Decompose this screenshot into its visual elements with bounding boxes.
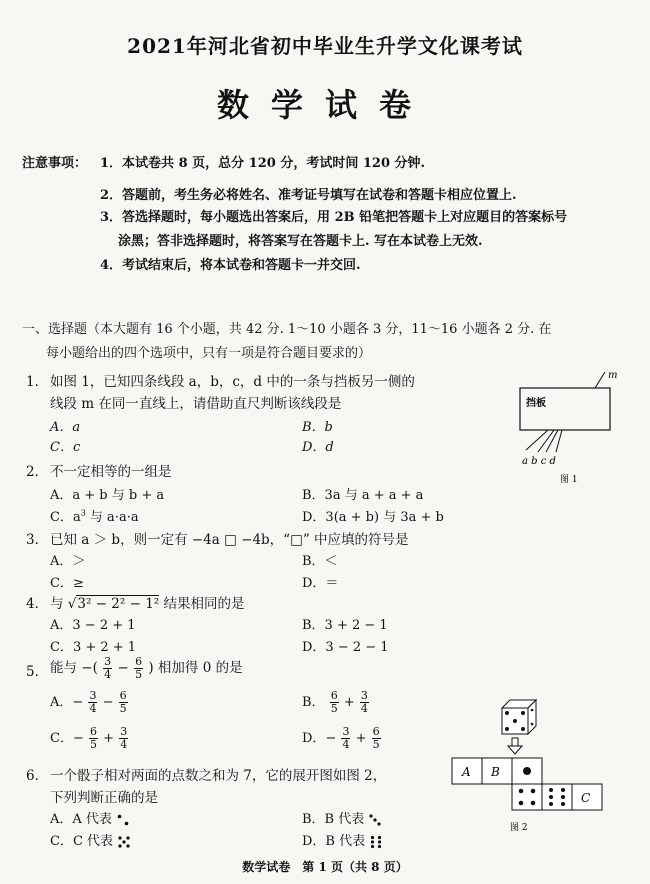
q4-option-c: C．3 + 2 + 1 (50, 640, 137, 655)
die-3d-icon (502, 700, 536, 734)
net-label-c: C (581, 791, 591, 805)
question-6-stem: 一个骰子相对两面的点数之和为 7，它的展开图如图 2， (50, 768, 387, 784)
num: 6 (330, 689, 338, 702)
q5-a-op: − (102, 695, 114, 710)
segment-a (526, 430, 548, 450)
q5-c-op: + (103, 731, 115, 746)
q2-option-a: A．a + b 与 b + a (50, 488, 165, 503)
net-face-four (512, 784, 542, 810)
net-label-b: B (491, 765, 500, 779)
q5-b-frac-1 (330, 690, 339, 715)
die-face-three-icon (368, 813, 382, 827)
q4-stem-pre: 与 (50, 596, 64, 612)
q2-option-c (50, 506, 139, 525)
section-instructions: 每小题给出的四个选项中，只有一项是符合题目要求的） (46, 346, 372, 361)
q5-minus: − (117, 660, 129, 676)
note-item-2: 2．答题前，考生务必将姓名、准考证号填写在试卷和答题卡相应位置上. (100, 188, 517, 203)
den: 4 (342, 738, 350, 751)
q4-option-b: B．3 + 2 − 1 (302, 618, 388, 633)
q4-option-a: A．3 − 2 + 1 (50, 618, 136, 633)
figure-1 (500, 368, 630, 488)
pip (523, 767, 531, 775)
segment-d (556, 430, 562, 452)
question-3-number: 3． (26, 532, 49, 548)
sqrt-symbol: √ (67, 596, 77, 612)
q2-option-b: B．3a 与 a + a + a (302, 488, 424, 503)
page-footer: 数学试卷 第 1 页（共 8 页） (242, 860, 408, 874)
den: 5 (372, 738, 380, 751)
q4-radicand: 3² − 2² − 1² (77, 596, 160, 612)
net-label-a: A (462, 765, 471, 779)
question-3-stem: 已知 a ＞ b，则一定有 −4a □ −4b，“□” 中应填的符号是 (50, 532, 409, 548)
question-6-stem-cont: 下列判断正确的是 (50, 790, 158, 806)
den: 5 (119, 702, 127, 715)
die-face-five-icon (117, 835, 131, 849)
den: 4 (120, 738, 128, 751)
label-board: 挡板 (526, 398, 546, 409)
q5-option-b (302, 690, 370, 715)
question-4-stem (50, 592, 245, 612)
q1-option-c: C．c (50, 440, 81, 455)
q5-c-sign: − (72, 731, 84, 746)
q2-option-d: D．3(a + b) 与 3a + b (302, 510, 444, 525)
q3-option-b: B．＜ (302, 554, 338, 569)
question-1-stem: 如图 1，已知四条线段 a，b，c，d 中的一条与挡板另一侧的 (50, 374, 415, 390)
note-item-1: 1．本试卷共 8 页，总分 120 分，考试时间 120 分钟. (100, 156, 426, 171)
q6-c-text: C．C 代表 (50, 834, 114, 849)
note-item-4: 4．考试结束后，将本试卷和答题卡一并交回. (100, 258, 361, 273)
q5-f2-num: 6 (135, 655, 143, 668)
q5-fraction-2 (134, 656, 143, 681)
q5-a-frac-1 (88, 690, 97, 715)
q5-b-label: B． (302, 695, 325, 710)
q1-option-d: D．d (302, 440, 334, 455)
q3-option-c: C．≥ (50, 576, 84, 591)
den: 5 (330, 702, 338, 715)
q5-b-frac-2 (360, 690, 369, 715)
subject-title: 数学试卷 (216, 86, 433, 124)
q3-option-d: D．＝ (302, 576, 339, 591)
q6-a-text: A．A 代表 (50, 812, 112, 827)
q2-c-exponent: 3 (80, 508, 86, 518)
q6-option-c (50, 830, 131, 849)
question-1-stem-cont: 线段 m 在同一直线上，请借助直尺判断该线段是 (50, 396, 342, 412)
num: 6 (372, 725, 380, 738)
question-5-stem (50, 656, 243, 681)
q5-fraction-1 (103, 656, 112, 681)
die-face-two-icon (116, 813, 130, 827)
q6-option-d (302, 830, 383, 849)
question-1-number: 1． (26, 374, 49, 390)
segment-m (595, 372, 605, 388)
note-item-3-cont: 涂黑；答非选择题时，将答案写在答题卡上. 写在本试卷上无效. (118, 234, 483, 249)
question-6-number: 6． (26, 768, 49, 784)
num: 3 (89, 689, 97, 702)
q5-a-sign: − (72, 695, 84, 710)
q1-option-b: B．b (302, 420, 333, 435)
q5-option-a (50, 690, 129, 715)
question-4-number: 4． (26, 596, 49, 612)
q5-d-label: D． (302, 731, 326, 746)
q5-f1-num: 3 (104, 655, 112, 668)
board-rect (520, 388, 610, 430)
q5-c-frac-1 (89, 726, 98, 751)
q6-option-a (50, 808, 130, 827)
label-abcd: a b c d (522, 456, 556, 467)
q6-b-text: B．B 代表 (302, 812, 365, 827)
label-m: m (608, 370, 618, 381)
figure-1-caption: 图 1 (560, 475, 578, 485)
num: 6 (90, 725, 97, 738)
q3-option-a: A．＞ (50, 554, 86, 569)
num: 3 (360, 689, 368, 702)
q5-a-label: A． (50, 695, 73, 710)
q5-option-c (50, 726, 129, 751)
num: 6 (119, 689, 127, 702)
figure-2-caption: 图 2 (510, 823, 528, 833)
note-item-3: 3．答选择题时，每小题选出答案后，用 2B 铅笔把答题卡上对应题目的答案标号 (100, 210, 568, 225)
num: 3 (342, 725, 350, 738)
q6-d-text: D．B 代表 (302, 834, 366, 849)
den: 4 (360, 702, 368, 715)
q5-b-op: + (343, 695, 355, 710)
q2-c-rest: 与 a·a·a (85, 510, 139, 525)
q5-a-frac-2 (119, 690, 128, 715)
q5-stem-post: ) 相加得 0 的是 (148, 660, 243, 676)
section-heading: 一、选择题（本大题有 16 个小题，共 42 分. 1～10 小题各 3 分，11～16 小题各 2 分. 在 (22, 322, 552, 337)
q5-d-frac-1 (341, 726, 350, 751)
question-2-stem: 不一定相等的一组是 (50, 464, 172, 480)
q6-option-b (302, 808, 382, 827)
den: 4 (89, 702, 97, 715)
q5-stem-pre: 能与 −( (50, 660, 98, 676)
num: 3 (120, 725, 128, 738)
q5-c-label: C． (50, 731, 73, 746)
q2-c-base: C．a (50, 510, 81, 525)
q5-option-d (302, 726, 382, 751)
q4-option-d: D．3 − 2 − 1 (302, 640, 389, 655)
figure-2 (450, 696, 620, 846)
arrow-down-icon (508, 738, 522, 754)
q5-f1-den: 4 (104, 668, 112, 681)
q5-c-frac-2 (119, 726, 128, 751)
q5-d-frac-2 (372, 726, 381, 751)
q1-option-a: A．a (50, 420, 81, 435)
q5-d-op: + (355, 731, 367, 746)
question-2-number: 2． (26, 464, 49, 480)
net-face-six (542, 784, 572, 810)
q5-d-sign: − (325, 731, 337, 746)
die-face-six-icon (369, 835, 383, 849)
den: 5 (90, 738, 97, 751)
exam-title: 2021年河北省初中毕业生升学文化课考试 (127, 34, 523, 58)
notes-label: 注意事项： (22, 156, 88, 171)
q4-stem-post: 结果相同的是 (163, 596, 245, 612)
q5-f2-den: 5 (135, 668, 143, 681)
question-5-number: 5． (26, 664, 49, 680)
